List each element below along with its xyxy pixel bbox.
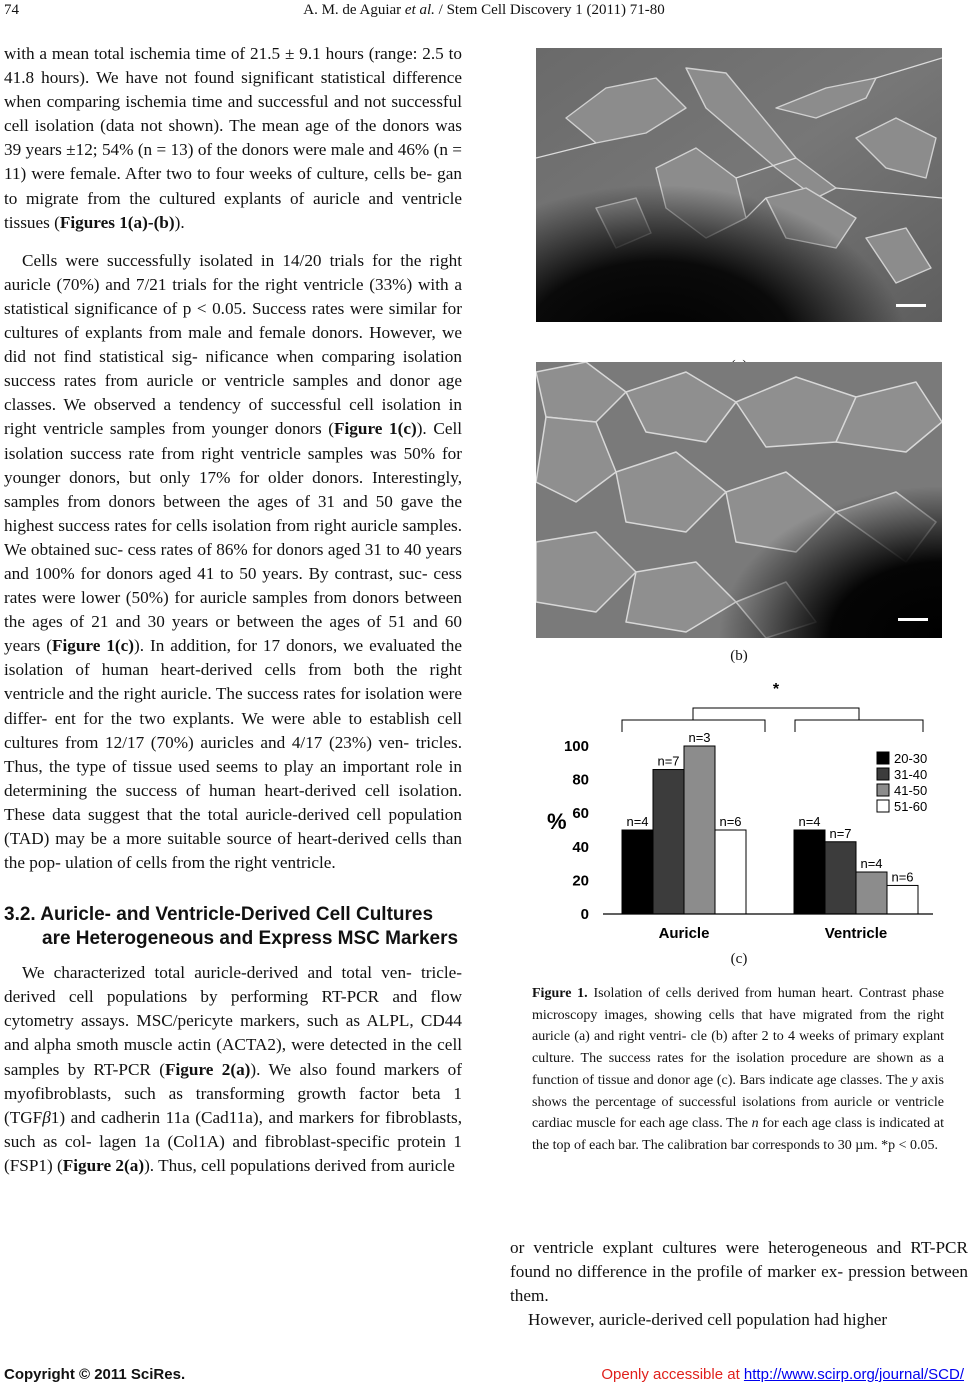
paragraph: with a mean total ischemia time of 21.5 ± 9.1 hours (range: 2.5 to 41.8 hours). We have not found significant statistical difference when comparing ischemia time and successful and not successful cell isolation (data not shown). The mean age of the donors was 39 years ±12; 54% (n = 13) of the donors were male and 46% (n = 11) were female. After two to four weeks of culture, cells be- gan to migrate from the cultured explants of auricle and ventricle tissues (Figures 1(a)-(b)).: [4, 44, 462, 232]
category-label: Auricle: [658, 925, 710, 942]
section-heading: 3.2. Auricle- and Ventricle-Derived Cell Cultures are Heterogeneous and Express MSC Markers: [4, 904, 459, 950]
bar-n-label: n=4: [626, 814, 649, 829]
y-tick-label: 0: [580, 906, 589, 923]
paragraph: Cells were successfully isolated in 14/20 trials for the right auricle (70%) and 7/21 trials for the right ventricle (33%) with a statistical significance of p < 0.05. Success rates were similar for cultures of explants from male and female donors. However, we did not find statistical sig- nificance when comparing isolation success rates from auricle or ventricle samples and donor age classes. We observed a tendency of successful cell isolation in right ventricle samples from younger donors (Figure 1(c)). Cell isolation success rate from right ventricle samples was 50% for younger donors, but only 17% for older donors. Interestingly, samples from donors between the ages of 31 and 50 gave the highest success rates for cells isolation from right auricle samples. We obtained suc- cess rates of 86% for donors aged 31 to 40 years and 100% for donors aged 41 to 50 years. By contrast, suc- cess rates were lower (50%) for auricle samples from donors between the ages of 21 and 30 years or between the ages of 51 and 60 years (Figure 1(c)). In addition, for 17 donors, we evaluated the isolation of human heart-derived cells from both the right ventricle and the right auricle. The success rates for isolation were differ- ent for the two explants. We were able to establish cell cultures from 12/17 (70%) auricles and 4/17 (23%) ven- tricles. Thus, the type of tissue used seems to play an important role in determining the success of human heart-derived cell isolation. These data suggest that the total auricle-derived cell population (TAD) may be a more suitable source of heart-derived cells than the pop- ulation of cells from the right ventricle.: [4, 250, 463, 873]
micrograph-b: [536, 362, 942, 638]
legend-swatch: [877, 784, 889, 796]
bar: [825, 842, 856, 914]
legend-swatch: [877, 768, 889, 780]
bar-n-label: n=7: [657, 753, 680, 769]
figure-ref: Figure 1(c): [334, 419, 417, 439]
figure-label-b: (b): [730, 648, 748, 664]
bar-n-label: n=7: [829, 825, 852, 841]
legend-label: 20-30: [894, 751, 928, 766]
right-column: [510, 1236, 968, 1332]
bar: [887, 885, 918, 914]
left-column: [4, 42, 462, 1178]
y-tick-label: 20: [572, 872, 589, 890]
significance-asterisk: *: [772, 681, 780, 698]
journal-link[interactable]: http://www.scirp.org/journal/SCD/: [743, 1366, 964, 1383]
figure-ref: Figure 2(a): [62, 1155, 145, 1175]
legend-label: 51-60: [894, 799, 928, 814]
legend-swatch: [877, 752, 889, 764]
category-label: Ventricle: [824, 925, 888, 942]
paragraph: However, auricle-derived cell population had higher: [528, 1310, 888, 1330]
page-footer: [0, 1366, 968, 1386]
legend-label: 31-40: [894, 767, 928, 782]
y-tick-label: 100: [563, 738, 589, 755]
y-axis-label: %: [547, 809, 567, 834]
page-number: 74: [4, 2, 19, 18]
open-access-notice: Openly accessible at http://www.scirp.org/journal/SCD/: [601, 1366, 964, 1383]
bar-n-label: n=4: [860, 856, 883, 871]
figure-ref: Figure 1(c): [51, 636, 134, 656]
bar: [622, 830, 653, 914]
micrograph-a: [536, 48, 942, 322]
bar: [715, 830, 746, 914]
bar-chart: [533, 676, 953, 948]
chart-legend: [877, 751, 927, 814]
significance-bracket: [622, 681, 923, 732]
figure-caption: Figure 1. Isolation of cells derived from human heart. Contrast phase microscopy images, showing cells that have migrated from the right auricle (a) and right ventri- cle (b) after 2 to 4 weeks of primary explant culture. The success rates for the isolation procedure are shown as a function of tissue and donor age (c). Bars indicate age classes. The y axis shows the percentage of successful isolations from auricle or ventricle cardiac muscle for each age class. The n for each age class is indicated at the top of each bar. The calibration bar corresponds to 30 µm. *p < 0.05.: [532, 986, 945, 1153]
bar-n-label: n=4: [798, 814, 821, 829]
y-axis: [564, 738, 589, 923]
figure-ref: Figures 1(a)-(b): [59, 212, 175, 232]
bar: [653, 770, 684, 914]
bar-n-label: n=3: [688, 730, 711, 745]
bar: [794, 830, 825, 914]
bar-n-label: n=6: [891, 869, 914, 885]
legend-label: 41-50: [894, 783, 928, 798]
paragraph: We characterized total auricle-derived and total ven- tricle-derived cell populations by performing RT-PCR and flow cytometry assays. MSC/pericyte markers, such as ALPL, CD44 and alpha smoth muscle actin (ACTA2), were detected in the cell samples by RT-PCR (Figure 2(a)). We also found markers of myofibroblasts, such as transforming growth factor beta 1 (TGFβ1) and cadherin 11a (Cad11a), and markers for fibroblasts, such as col- lagen 1a (Col1A) and fibroblast-specific protein 1 (FSP1) (Figure 2(a)). Thus, cell populations derived from auricle: [4, 963, 462, 1175]
bar: [684, 746, 715, 914]
running-header: [0, 2, 968, 24]
y-tick-label: 40: [572, 838, 589, 856]
legend-swatch: [877, 800, 889, 812]
paragraph: or ventricle explant cultures were heterogeneous and RT-PCR found no difference in the profile of marker ex- pression between them.: [510, 1238, 968, 1306]
bar: [856, 872, 887, 914]
figure-label-c: (c): [730, 951, 748, 967]
chart-bars: [622, 730, 918, 914]
figure-ref: Figure 2(a): [165, 1059, 251, 1079]
y-tick-label: 80: [572, 771, 589, 789]
bar-n-label: n=6: [719, 814, 742, 829]
y-tick-label: 60: [572, 805, 589, 823]
copyright-notice: Copyright © 2011 SciRes.: [4, 1366, 186, 1383]
running-title: A. M. de Aguiar et al. / Stem Cell Discovery 1 (2011) 71-80: [303, 2, 665, 18]
